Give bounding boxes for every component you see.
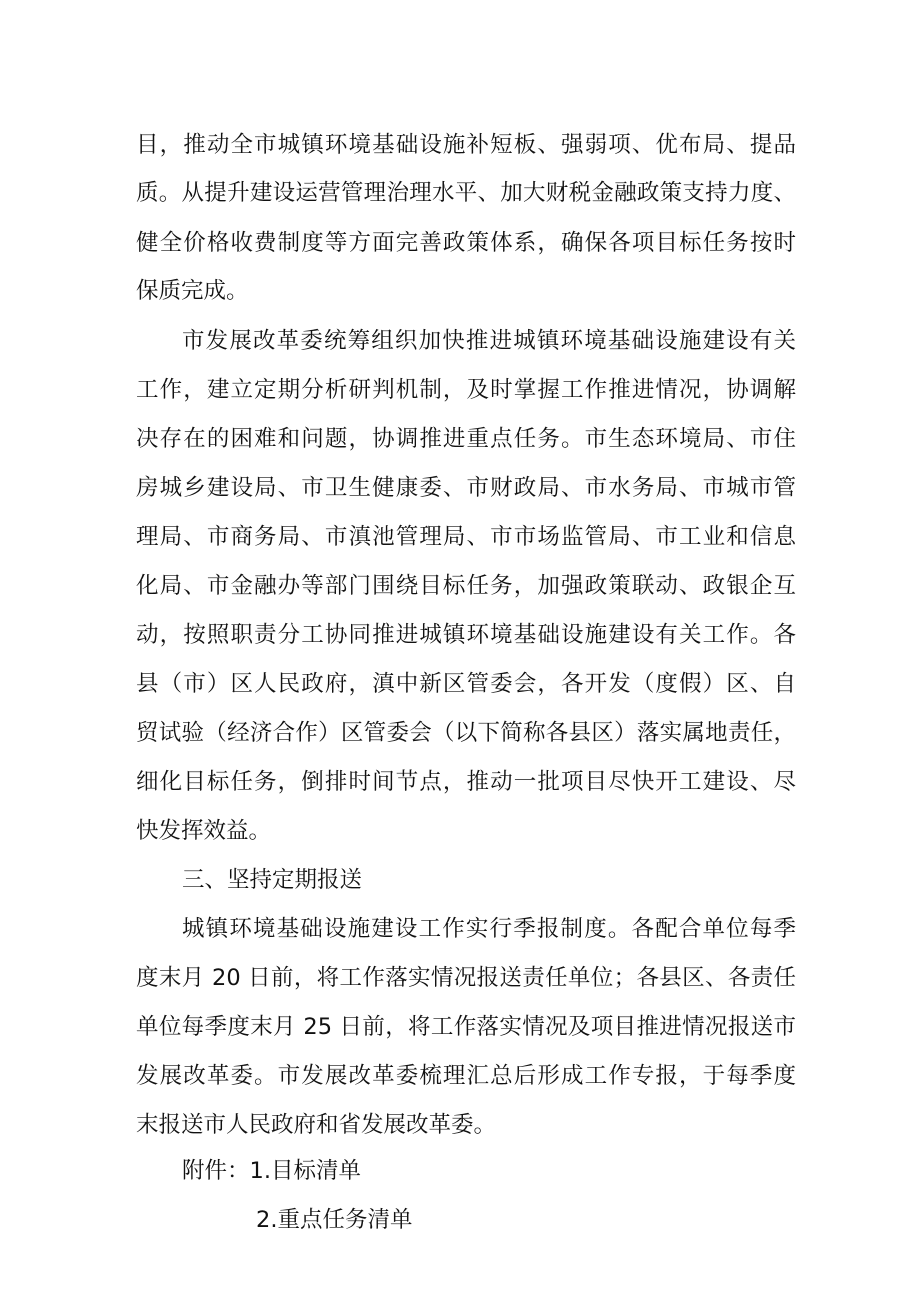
paragraph-3-line-2: 度末月 20 日前，将工作落实情况报送责任单位；各县区、各责任 (136, 965, 796, 991)
paragraph-3-line-1: 城镇环境基础设施建设工作实行季报制度。各配合单位每季 (182, 916, 796, 942)
paragraph-2-line-3: 决存在的困难和问题，协调推进重点任务。市生态环境局、市住 (136, 426, 796, 452)
paragraph-2-line-11: 快发挥效益。 (136, 818, 272, 844)
section-heading-3: 三、坚持定期报送 (182, 867, 363, 893)
paragraph-2-line-10: 细化目标任务，倒排时间节点，推动一批项目尽快开工建设、尽 (136, 769, 796, 795)
attachment-item-2: 2.重点任务清单 (256, 1207, 413, 1233)
paragraph-2-line-6: 化局、市金融办等部门围绕目标任务，加强政策联动、政银企互 (136, 573, 796, 599)
paragraph-1-line-3: 健全价格收费制度等方面完善政策体系，确保各项目标任务按时 (136, 230, 796, 256)
paragraph-2-line-2: 工作，建立定期分析研判机制，及时掌握工作推进情况，协调解 (136, 377, 796, 403)
paragraph-2-line-5: 理局、市商务局、市滇池管理局、市市场监管局、市工业和信息 (136, 524, 796, 550)
paragraph-3-line-3: 单位每季度末月 25 日前，将工作落实情况及项目推进情况报送市 (136, 1014, 796, 1040)
paragraph-2-line-7: 动，按照职责分工协同推进城镇环境基础设施建设有关工作。各 (136, 622, 796, 648)
paragraph-2-line-4: 房城乡建设局、市卫生健康委、市财政局、市水务局、市城市管 (136, 475, 796, 501)
attachment-label: 附件：1.目标清单 (182, 1158, 361, 1184)
paragraph-1-line-4: 保质完成。 (136, 278, 249, 304)
paragraph-1-line-2: 质。从提升建设运营管理治理水平、加大财税金融政策支持力度、 (136, 180, 796, 206)
paragraph-3-line-5: 末报送市人民政府和省发展改革委。 (136, 1112, 497, 1138)
paragraph-2-line-9: 贸试验（经济合作）区管委会（以下简称各县区）落实属地责任， (136, 720, 796, 746)
paragraph-2-line-1: 市发展改革委统筹组织加快推进城镇环境基础设施建设有关 (182, 328, 796, 354)
paragraph-2-line-8: 县（市）区人民政府，滇中新区管委会，各开发（度假）区、自 (136, 671, 796, 697)
paragraph-3-line-4: 发展改革委。市发展改革委梳理汇总后形成工作专报，于每季度 (136, 1063, 796, 1089)
paragraph-1-line-1: 目，推动全市城镇环境基础设施补短板、强弱项、优布局、提品 (136, 132, 796, 158)
